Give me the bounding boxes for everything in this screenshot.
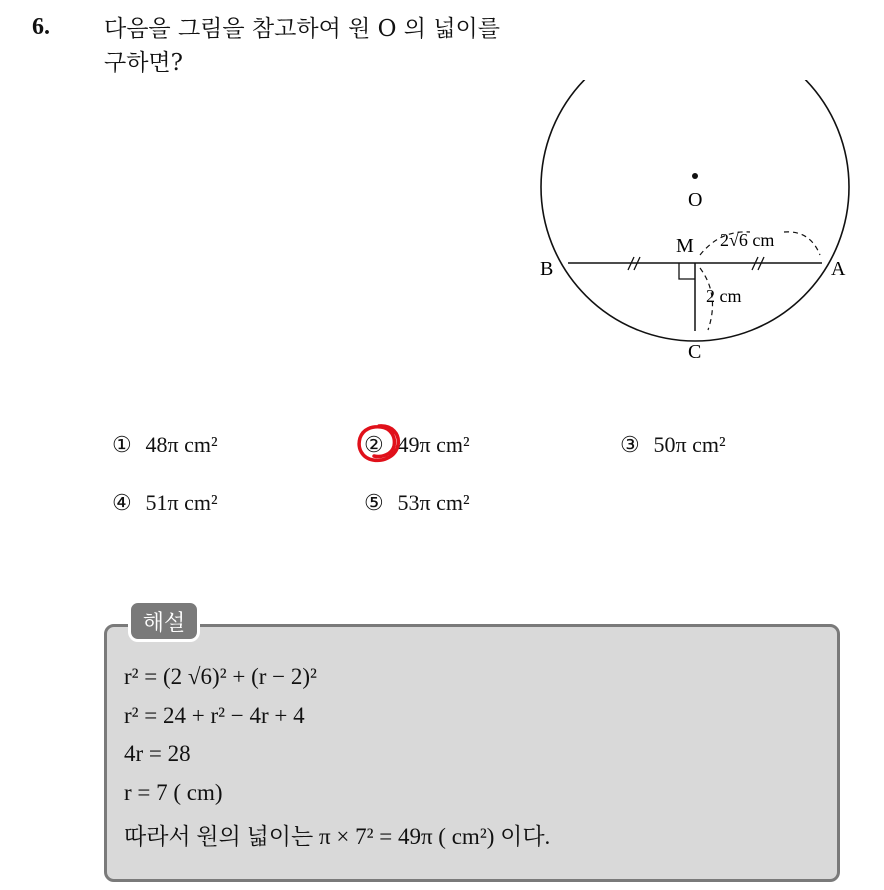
label-c: C	[688, 341, 702, 363]
label-ma-length: 2√6 cm	[720, 230, 775, 250]
choice-3[interactable]	[620, 432, 726, 458]
choice-2-number: ②	[364, 432, 384, 457]
choice-5[interactable]	[364, 490, 470, 516]
choice-2-text: 49π cm²	[397, 432, 470, 457]
solution-line-3: 4r = 28	[124, 741, 191, 766]
label-o: O	[688, 189, 703, 211]
solution-line-2: r² = 24 + r² − 4r + 4	[124, 703, 305, 728]
solution-line-4: r = 7 ( cm)	[124, 780, 223, 805]
choice-3-text: 50π cm²	[653, 432, 726, 457]
label-a: A	[831, 258, 846, 280]
choice-1[interactable]	[112, 432, 218, 458]
solution-line-5: 따라서 원의 넓이는 π × 7² = 49π ( cm²) 이다.	[124, 824, 551, 849]
right-angle-mark	[679, 263, 695, 279]
choice-5-number: ⑤	[364, 490, 384, 515]
answer-circle-mark-icon	[354, 420, 404, 466]
question-number: 6.	[32, 14, 50, 40]
choice-1-text: 48π cm²	[145, 432, 218, 457]
choice-1-number: ①	[112, 432, 132, 457]
solution-title: 해설	[128, 600, 200, 642]
circle-figure	[520, 80, 860, 380]
label-m: M	[676, 235, 694, 257]
solution-line-1: r² = (2 √6)² + (r − 2)²	[124, 664, 317, 689]
center-point	[692, 173, 698, 179]
label-mc-length: 2 cm	[706, 286, 742, 306]
label-b: B	[540, 258, 554, 280]
choice-5-text: 53π cm²	[397, 490, 470, 515]
choice-3-number: ③	[620, 432, 640, 457]
choice-4-number: ④	[112, 490, 132, 515]
question-text: 다음을 그림을 참고하여 원 O 의 넓이를 구하면?	[104, 16, 500, 76]
choice-4[interactable]	[112, 490, 218, 516]
choice-4-text: 51π cm²	[145, 490, 218, 515]
